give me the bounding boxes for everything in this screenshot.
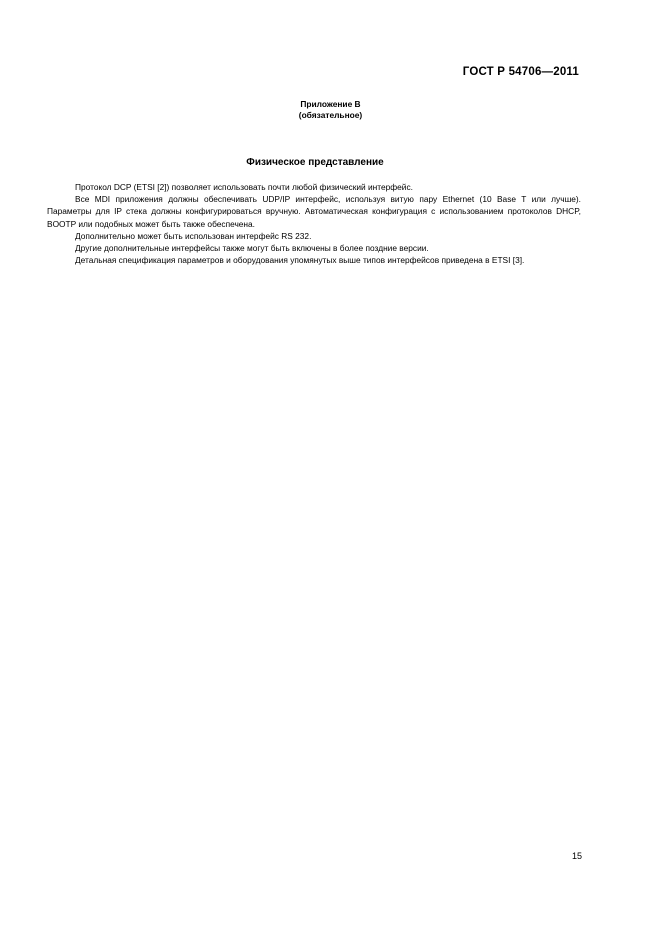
annex-status: (обязательное) <box>298 110 363 120</box>
section-title: Физическое представление <box>246 157 384 168</box>
paragraph: Все MDI приложения должны обеспечивать UDP/IP интерфейс, используя витую пару Ethernet (10 Base T или лучше). Параметры для IP стека должны конфигурироваться вручную. Автоматическая конфигурация с использованием протоколов DHCP, BOOTP или подобных может быть также обеспечена. <box>47 194 581 229</box>
standard-designation: ГОСТ Р 54706—2011 <box>462 66 579 78</box>
annex-heading <box>0 99 661 121</box>
paragraph: Другие дополнительные интерфейсы также могут быть включены в более поздние версии. <box>75 243 429 254</box>
paragraph: Дополнительно может быть использован интерфейс RS 232. <box>75 230 312 241</box>
page-number: 15 <box>571 851 582 861</box>
annex-title: Приложение В <box>300 99 361 109</box>
body-text <box>47 181 581 266</box>
paragraph: Детальная спецификация параметров и оборудования упомянутых выше типов интерфейсов приведена в ETSI [3]. <box>75 255 525 266</box>
paragraph: Протокол DCP (ETSI [2]) позволяет использовать почти любой физический интерфейс. <box>75 182 413 192</box>
